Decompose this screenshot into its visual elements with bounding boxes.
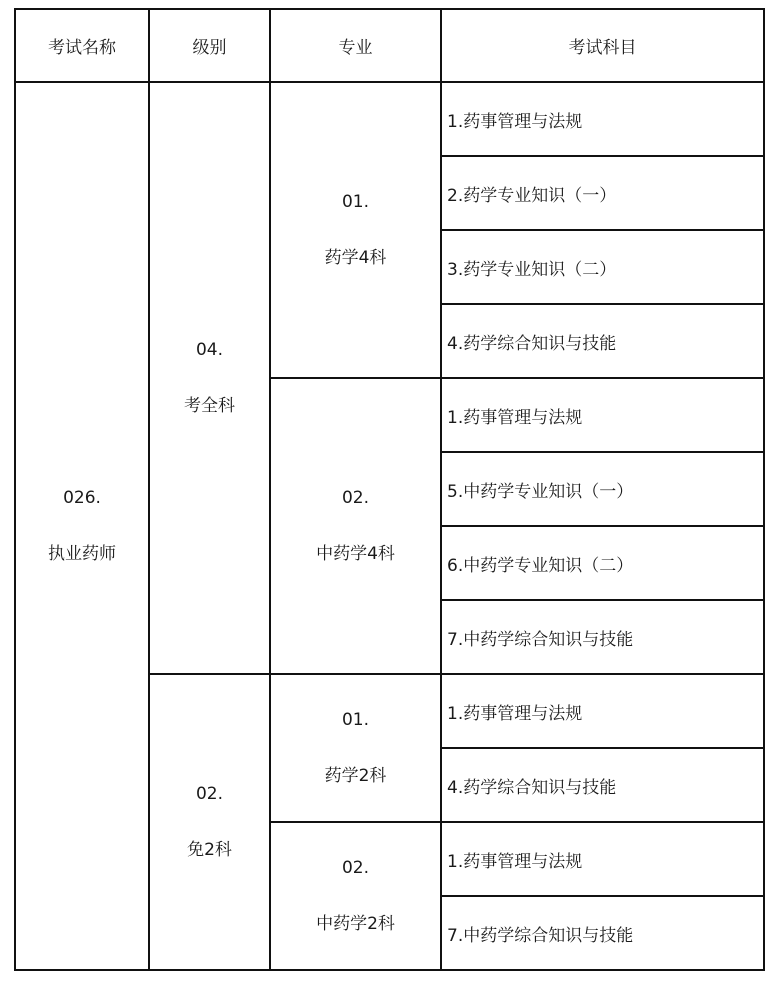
subject-cell: 1.药事管理与法规 xyxy=(441,674,764,748)
exam-code: 026. xyxy=(63,488,101,508)
major-code: 02. xyxy=(341,858,370,878)
major-name: 药学4科 xyxy=(324,248,387,268)
header-level: 级别 xyxy=(149,9,270,82)
major-cell xyxy=(270,822,441,970)
subject-cell: 4.药学综合知识与技能 xyxy=(441,748,764,822)
level-cell xyxy=(149,82,270,674)
subject-cell: 5.中药学专业知识（一） xyxy=(441,452,764,526)
header-major: 专业 xyxy=(270,9,441,82)
level-cell xyxy=(149,674,270,970)
level-code: 02. xyxy=(195,784,224,804)
subject-cell: 2.药学专业知识（一） xyxy=(441,156,764,230)
subject-cell: 1.药事管理与法规 xyxy=(441,822,764,896)
major-code: 01. xyxy=(341,192,370,212)
level-name: 免2科 xyxy=(187,840,232,860)
major-code: 01. xyxy=(341,710,370,730)
level-code: 04. xyxy=(195,340,224,360)
header-row xyxy=(15,9,764,82)
subject-cell: 4.药学综合知识与技能 xyxy=(441,304,764,378)
major-code: 02. xyxy=(341,488,370,508)
level-name: 考全科 xyxy=(184,396,235,416)
major-cell xyxy=(270,378,441,674)
subject-cell: 3.药学专业知识（二） xyxy=(441,230,764,304)
major-name: 药学2科 xyxy=(324,766,387,786)
exam-subjects-table xyxy=(14,8,765,971)
header-exam-name: 考试名称 xyxy=(15,9,149,82)
major-cell xyxy=(270,82,441,378)
major-cell xyxy=(270,674,441,822)
header-subjects: 考试科目 xyxy=(441,9,764,82)
major-name: 中药学2科 xyxy=(316,914,395,934)
exam-name-cell xyxy=(15,82,149,970)
subject-cell: 6.中药学专业知识（二） xyxy=(441,526,764,600)
major-name: 中药学4科 xyxy=(316,544,395,564)
table-row xyxy=(15,82,764,156)
subject-cell: 1.药事管理与法规 xyxy=(441,378,764,452)
subject-cell: 1.药事管理与法规 xyxy=(441,82,764,156)
subject-cell: 7.中药学综合知识与技能 xyxy=(441,896,764,970)
exam-name: 执业药师 xyxy=(48,544,116,564)
subject-cell: 7.中药学综合知识与技能 xyxy=(441,600,764,674)
